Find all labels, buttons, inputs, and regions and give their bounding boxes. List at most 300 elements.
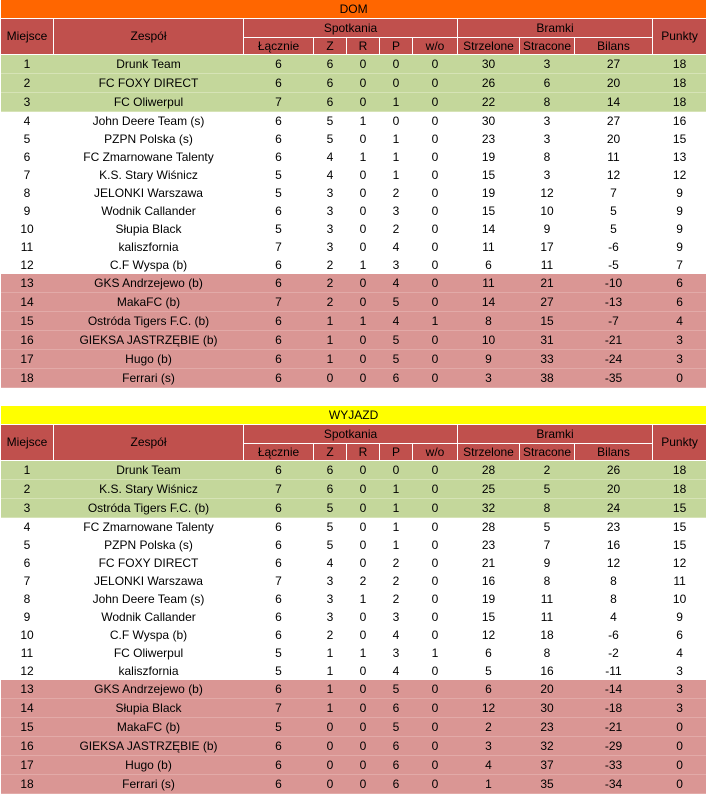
table-row <box>1 590 706 608</box>
header-miejsce: Miejsce <box>1 19 54 55</box>
walkover-cell: 0 <box>413 256 458 274</box>
wins-cell: 4 <box>314 148 347 166</box>
losses-cell: 5 <box>380 293 413 312</box>
goals-for-cell: 15 <box>458 608 520 626</box>
losses-cell: 0 <box>380 55 413 74</box>
walkover-cell: 0 <box>413 518 458 537</box>
points-cell: 9 <box>653 608 706 626</box>
points-cell: 0 <box>653 756 706 775</box>
team-name-cell: Wodnik Callander <box>54 202 244 220</box>
points-cell: 18 <box>653 74 706 93</box>
goals-for-cell: 14 <box>458 293 520 312</box>
place-cell: 6 <box>1 554 54 572</box>
wins-cell: 4 <box>314 166 347 184</box>
wins-cell: 2 <box>314 274 347 293</box>
header-stracone: Stracone <box>520 444 575 461</box>
goal-difference-cell: 26 <box>575 461 653 480</box>
place-cell: 10 <box>1 626 54 644</box>
goal-difference-cell: -5 <box>575 256 653 274</box>
points-cell: 6 <box>653 274 706 293</box>
draws-cell: 0 <box>347 202 380 220</box>
points-cell: 9 <box>653 220 706 238</box>
draws-cell: 1 <box>347 590 380 608</box>
team-name-cell: C.F Wyspa (b) <box>54 626 244 644</box>
wyjazd-title: WYJAZD <box>1 406 706 425</box>
walkover-cell: 0 <box>413 737 458 756</box>
goals-for-cell: 15 <box>458 202 520 220</box>
section-spacer <box>1 388 706 407</box>
table-row <box>1 331 706 350</box>
table-row <box>1 554 706 572</box>
walkover-cell: 0 <box>413 166 458 184</box>
goals-for-cell: 32 <box>458 499 520 518</box>
header-spotkania: Spotkania <box>244 19 458 38</box>
team-name-cell: PZPN Polska (s) <box>54 130 244 148</box>
walkover-cell: 0 <box>413 718 458 737</box>
wins-cell: 6 <box>314 74 347 93</box>
place-cell: 11 <box>1 644 54 662</box>
losses-cell: 1 <box>380 499 413 518</box>
played-cell: 7 <box>244 293 314 312</box>
losses-cell: 6 <box>380 737 413 756</box>
points-cell: 3 <box>653 350 706 369</box>
wins-cell: 5 <box>314 536 347 554</box>
team-name-cell: Wodnik Callander <box>54 608 244 626</box>
wins-cell: 2 <box>314 626 347 644</box>
played-cell: 6 <box>244 312 314 331</box>
goal-difference-cell: -2 <box>575 644 653 662</box>
draws-cell: 0 <box>347 238 380 256</box>
goal-difference-cell: -21 <box>575 331 653 350</box>
goal-difference-cell: -21 <box>575 718 653 737</box>
table-row <box>1 536 706 554</box>
wins-cell: 3 <box>314 608 347 626</box>
draws-cell: 0 <box>347 74 380 93</box>
goal-difference-cell: 20 <box>575 130 653 148</box>
wins-cell: 0 <box>314 775 347 794</box>
draws-cell: 0 <box>347 718 380 737</box>
team-name-cell: kaliszfornia <box>54 238 244 256</box>
wins-cell: 3 <box>314 590 347 608</box>
points-cell: 15 <box>653 499 706 518</box>
wins-cell: 3 <box>314 238 347 256</box>
table-row <box>1 718 706 737</box>
played-cell: 6 <box>244 590 314 608</box>
losses-cell: 6 <box>380 756 413 775</box>
goals-for-cell: 30 <box>458 55 520 74</box>
place-cell: 18 <box>1 775 54 794</box>
losses-cell: 6 <box>380 369 413 388</box>
goal-difference-cell: 24 <box>575 499 653 518</box>
place-cell: 8 <box>1 590 54 608</box>
goal-difference-cell: 20 <box>575 74 653 93</box>
losses-cell: 5 <box>380 718 413 737</box>
points-cell: 12 <box>653 166 706 184</box>
team-name-cell: Ostróda Tigers F.C. (b) <box>54 312 244 331</box>
losses-cell: 6 <box>380 699 413 718</box>
played-cell: 6 <box>244 756 314 775</box>
team-name-cell: Drunk Team <box>54 461 244 480</box>
team-name-cell: Ostróda Tigers F.C. (b) <box>54 499 244 518</box>
draws-cell: 0 <box>347 166 380 184</box>
goal-difference-cell: -13 <box>575 293 653 312</box>
wyjazd-header-row <box>1 425 706 444</box>
header-punkty: Punkty <box>653 425 706 461</box>
draws-cell: 0 <box>347 130 380 148</box>
draws-cell: 0 <box>347 699 380 718</box>
played-cell: 7 <box>244 480 314 499</box>
draws-cell: 1 <box>347 644 380 662</box>
goal-difference-cell: -29 <box>575 737 653 756</box>
points-cell: 4 <box>653 644 706 662</box>
walkover-cell: 0 <box>413 756 458 775</box>
goals-for-cell: 4 <box>458 756 520 775</box>
walkover-cell: 1 <box>413 644 458 662</box>
team-name-cell: GKS Andrzejewo (b) <box>54 680 244 699</box>
losses-cell: 2 <box>380 590 413 608</box>
table-row <box>1 74 706 93</box>
losses-cell: 2 <box>380 554 413 572</box>
walkover-cell: 0 <box>413 112 458 131</box>
team-name-cell: MakaFC (b) <box>54 718 244 737</box>
played-cell: 6 <box>244 350 314 369</box>
wins-cell: 1 <box>314 350 347 369</box>
team-name-cell: GIEKSA JASTRZĘBIE (b) <box>54 331 244 350</box>
points-cell: 9 <box>653 202 706 220</box>
place-cell: 17 <box>1 756 54 775</box>
place-cell: 9 <box>1 202 54 220</box>
points-cell: 15 <box>653 536 706 554</box>
walkover-cell: 0 <box>413 699 458 718</box>
walkover-cell: 0 <box>413 184 458 202</box>
draws-cell: 1 <box>347 256 380 274</box>
goals-against-cell: 7 <box>520 536 575 554</box>
draws-cell: 0 <box>347 775 380 794</box>
place-cell: 13 <box>1 274 54 293</box>
points-cell: 3 <box>653 662 706 680</box>
goals-for-cell: 19 <box>458 590 520 608</box>
losses-cell: 1 <box>380 518 413 537</box>
wins-cell: 3 <box>314 184 347 202</box>
draws-cell: 0 <box>347 369 380 388</box>
played-cell: 6 <box>244 369 314 388</box>
table-row <box>1 148 706 166</box>
goals-against-cell: 12 <box>520 184 575 202</box>
goals-against-cell: 3 <box>520 112 575 131</box>
goal-difference-cell: -6 <box>575 626 653 644</box>
draws-cell: 0 <box>347 461 380 480</box>
team-name-cell: FC Zmarnowane Talenty <box>54 148 244 166</box>
place-cell: 3 <box>1 499 54 518</box>
played-cell: 6 <box>244 256 314 274</box>
losses-cell: 1 <box>380 166 413 184</box>
table-row <box>1 312 706 331</box>
wins-cell: 3 <box>314 572 347 590</box>
goals-against-cell: 3 <box>520 166 575 184</box>
place-cell: 4 <box>1 112 54 131</box>
points-cell: 18 <box>653 93 706 112</box>
played-cell: 6 <box>244 130 314 148</box>
goals-for-cell: 26 <box>458 74 520 93</box>
header-z: Z <box>314 444 347 461</box>
place-cell: 16 <box>1 331 54 350</box>
team-name-cell: Drunk Team <box>54 55 244 74</box>
place-cell: 2 <box>1 480 54 499</box>
walkover-cell: 0 <box>413 461 458 480</box>
team-name-cell: FC Zmarnowane Talenty <box>54 518 244 537</box>
goals-against-cell: 8 <box>520 148 575 166</box>
place-cell: 15 <box>1 718 54 737</box>
goal-difference-cell: 4 <box>575 608 653 626</box>
goals-for-cell: 10 <box>458 331 520 350</box>
draws-cell: 0 <box>347 554 380 572</box>
losses-cell: 5 <box>380 680 413 699</box>
walkover-cell: 0 <box>413 480 458 499</box>
goals-for-cell: 8 <box>458 312 520 331</box>
goals-for-cell: 11 <box>458 238 520 256</box>
wins-cell: 3 <box>314 202 347 220</box>
goals-for-cell: 30 <box>458 112 520 131</box>
points-cell: 0 <box>653 718 706 737</box>
losses-cell: 3 <box>380 202 413 220</box>
team-name-cell: FC FOXY DIRECT <box>54 554 244 572</box>
goals-for-cell: 23 <box>458 536 520 554</box>
walkover-cell: 0 <box>413 274 458 293</box>
draws-cell: 0 <box>347 184 380 202</box>
header-strzelone: Strzelone <box>458 38 520 55</box>
goal-difference-cell: -24 <box>575 350 653 369</box>
wins-cell: 2 <box>314 293 347 312</box>
goal-difference-cell: 23 <box>575 518 653 537</box>
dom-title: DOM <box>1 0 706 19</box>
table-row <box>1 238 706 256</box>
draws-cell: 0 <box>347 293 380 312</box>
points-cell: 3 <box>653 699 706 718</box>
goal-difference-cell: 27 <box>575 112 653 131</box>
played-cell: 6 <box>244 499 314 518</box>
team-name-cell: C.F Wyspa (b) <box>54 256 244 274</box>
header-r: R <box>347 38 380 55</box>
walkover-cell: 0 <box>413 775 458 794</box>
points-cell: 0 <box>653 737 706 756</box>
wins-cell: 1 <box>314 680 347 699</box>
goals-against-cell: 11 <box>520 590 575 608</box>
place-cell: 3 <box>1 93 54 112</box>
walkover-cell: 0 <box>413 74 458 93</box>
draws-cell: 1 <box>347 312 380 331</box>
draws-cell: 0 <box>347 274 380 293</box>
goals-against-cell: 8 <box>520 499 575 518</box>
walkover-cell: 0 <box>413 608 458 626</box>
draws-cell: 0 <box>347 680 380 699</box>
points-cell: 0 <box>653 369 706 388</box>
played-cell: 6 <box>244 626 314 644</box>
goal-difference-cell: -11 <box>575 662 653 680</box>
wins-cell: 0 <box>314 737 347 756</box>
table-row <box>1 775 706 794</box>
goals-against-cell: 20 <box>520 680 575 699</box>
goal-difference-cell: 5 <box>575 220 653 238</box>
played-cell: 7 <box>244 572 314 590</box>
goals-for-cell: 9 <box>458 350 520 369</box>
played-cell: 6 <box>244 112 314 131</box>
goals-against-cell: 30 <box>520 699 575 718</box>
place-cell: 11 <box>1 238 54 256</box>
goals-against-cell: 10 <box>520 202 575 220</box>
goals-for-cell: 28 <box>458 461 520 480</box>
team-name-cell: K.S. Stary Wiśnicz <box>54 480 244 499</box>
walkover-cell: 0 <box>413 148 458 166</box>
wins-cell: 1 <box>314 644 347 662</box>
points-cell: 3 <box>653 331 706 350</box>
walkover-cell: 0 <box>413 662 458 680</box>
team-name-cell: GKS Andrzejewo (b) <box>54 274 244 293</box>
place-cell: 14 <box>1 293 54 312</box>
header-wo: w/o <box>413 444 458 461</box>
team-name-cell: John Deere Team (s) <box>54 590 244 608</box>
place-cell: 5 <box>1 536 54 554</box>
wins-cell: 5 <box>314 499 347 518</box>
walkover-cell: 1 <box>413 312 458 331</box>
team-name-cell: PZPN Polska (s) <box>54 536 244 554</box>
table-row <box>1 350 706 369</box>
points-cell: 7 <box>653 256 706 274</box>
goals-for-cell: 11 <box>458 274 520 293</box>
table-row <box>1 293 706 312</box>
walkover-cell: 0 <box>413 93 458 112</box>
team-name-cell: Hugo (b) <box>54 350 244 369</box>
header-bilans: Bilans <box>575 38 653 55</box>
played-cell: 6 <box>244 608 314 626</box>
goal-difference-cell: 8 <box>575 590 653 608</box>
goals-against-cell: 38 <box>520 369 575 388</box>
header-p: P <box>380 444 413 461</box>
played-cell: 6 <box>244 536 314 554</box>
goal-difference-cell: 7 <box>575 184 653 202</box>
team-name-cell: FC FOXY DIRECT <box>54 74 244 93</box>
goals-for-cell: 6 <box>458 644 520 662</box>
table-row <box>1 55 706 74</box>
wins-cell: 6 <box>314 461 347 480</box>
played-cell: 6 <box>244 554 314 572</box>
played-cell: 6 <box>244 461 314 480</box>
goals-against-cell: 6 <box>520 74 575 93</box>
losses-cell: 4 <box>380 238 413 256</box>
played-cell: 6 <box>244 148 314 166</box>
draws-cell: 0 <box>347 350 380 369</box>
points-cell: 9 <box>653 184 706 202</box>
team-name-cell: John Deere Team (s) <box>54 112 244 131</box>
draws-cell: 0 <box>347 608 380 626</box>
header-z: Z <box>314 38 347 55</box>
losses-cell: 2 <box>380 184 413 202</box>
points-cell: 18 <box>653 480 706 499</box>
goal-difference-cell: -35 <box>575 369 653 388</box>
goals-against-cell: 33 <box>520 350 575 369</box>
team-name-cell: JELONKI Warszawa <box>54 184 244 202</box>
table-row <box>1 608 706 626</box>
header-miejsce: Miejsce <box>1 425 54 461</box>
header-strzelone: Strzelone <box>458 444 520 461</box>
goals-for-cell: 3 <box>458 737 520 756</box>
played-cell: 6 <box>244 202 314 220</box>
place-cell: 12 <box>1 662 54 680</box>
team-name-cell: FC Oliwerpul <box>54 644 244 662</box>
losses-cell: 6 <box>380 775 413 794</box>
goals-for-cell: 21 <box>458 554 520 572</box>
losses-cell: 4 <box>380 626 413 644</box>
goals-against-cell: 15 <box>520 312 575 331</box>
draws-cell: 1 <box>347 112 380 131</box>
walkover-cell: 0 <box>413 536 458 554</box>
place-cell: 1 <box>1 461 54 480</box>
goal-difference-cell: -7 <box>575 312 653 331</box>
goal-difference-cell: 11 <box>575 148 653 166</box>
team-name-cell: FC Oliwerpul <box>54 93 244 112</box>
goal-difference-cell: 27 <box>575 55 653 74</box>
played-cell: 6 <box>244 55 314 74</box>
draws-cell: 0 <box>347 220 380 238</box>
table-row <box>1 572 706 590</box>
place-cell: 17 <box>1 350 54 369</box>
goal-difference-cell: 12 <box>575 166 653 184</box>
place-cell: 10 <box>1 220 54 238</box>
losses-cell: 3 <box>380 256 413 274</box>
wins-cell: 0 <box>314 718 347 737</box>
goals-against-cell: 18 <box>520 626 575 644</box>
losses-cell: 4 <box>380 274 413 293</box>
points-cell: 6 <box>653 626 706 644</box>
goals-for-cell: 16 <box>458 572 520 590</box>
points-cell: 15 <box>653 130 706 148</box>
table-row <box>1 680 706 699</box>
table-row <box>1 644 706 662</box>
header-zespol: Zespół <box>54 19 244 55</box>
team-name-cell: Ferrari (s) <box>54 775 244 794</box>
walkover-cell: 0 <box>413 369 458 388</box>
points-cell: 10 <box>653 590 706 608</box>
table-row <box>1 480 706 499</box>
points-cell: 4 <box>653 312 706 331</box>
dom-table <box>1 0 706 388</box>
wins-cell: 6 <box>314 480 347 499</box>
losses-cell: 1 <box>380 148 413 166</box>
points-cell: 13 <box>653 148 706 166</box>
team-name-cell: Słupia Black <box>54 699 244 718</box>
table-row <box>1 166 706 184</box>
place-cell: 9 <box>1 608 54 626</box>
table-row <box>1 499 706 518</box>
wins-cell: 6 <box>314 55 347 74</box>
losses-cell: 0 <box>380 461 413 480</box>
played-cell: 5 <box>244 644 314 662</box>
wins-cell: 1 <box>314 331 347 350</box>
goal-difference-cell: -10 <box>575 274 653 293</box>
walkover-cell: 0 <box>413 590 458 608</box>
goals-for-cell: 6 <box>458 680 520 699</box>
goals-against-cell: 3 <box>520 130 575 148</box>
walkover-cell: 0 <box>413 220 458 238</box>
table-row <box>1 369 706 388</box>
team-name-cell: JELONKI Warszawa <box>54 572 244 590</box>
draws-cell: 0 <box>347 480 380 499</box>
played-cell: 6 <box>244 775 314 794</box>
goals-against-cell: 11 <box>520 256 575 274</box>
played-cell: 6 <box>244 74 314 93</box>
losses-cell: 2 <box>380 220 413 238</box>
goals-against-cell: 5 <box>520 518 575 537</box>
goal-difference-cell: 8 <box>575 572 653 590</box>
